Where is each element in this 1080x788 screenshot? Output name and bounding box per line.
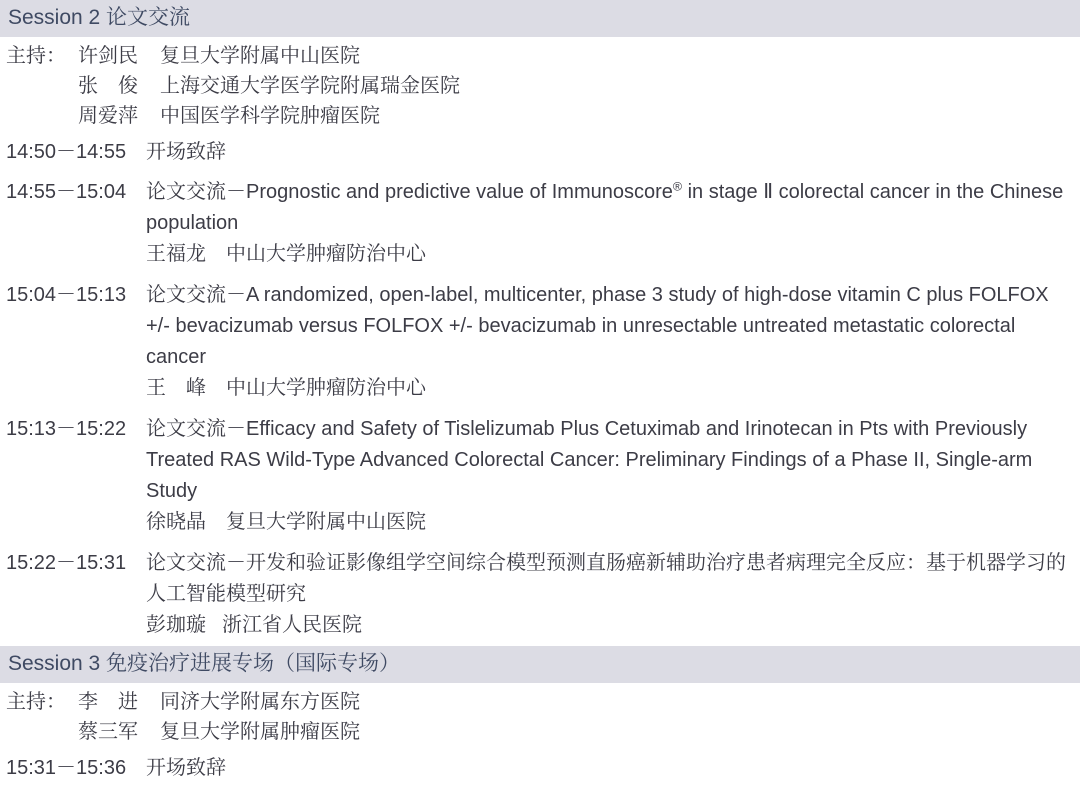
talk-content (146, 280, 1068, 404)
talk-title-prefix: 论文交流－ (146, 552, 246, 574)
chair-name: 许剑民 (78, 45, 138, 67)
talk-title (146, 548, 1068, 610)
opening-time: 15:31－15:36 (6, 757, 127, 779)
talk-speaker-name: 王福龙 (146, 243, 206, 265)
chair-label-spacer (6, 101, 78, 131)
chair-row (6, 717, 1080, 747)
chair-block-session-3 (0, 683, 1080, 749)
chair-name: 张 俊 (78, 75, 138, 97)
session-header-3: Session 3 免疫治疗进展专场（国际专场） (0, 646, 1080, 683)
chair-name: 蔡三军 (78, 721, 138, 743)
talk-speaker-row (146, 610, 1068, 641)
talk-item (0, 409, 1080, 543)
talk-content (146, 414, 1068, 538)
talk-title (146, 414, 1068, 507)
talk-speaker-org: 中山大学肿瘤防治中心 (226, 243, 426, 265)
chair-row (6, 41, 1080, 71)
chair-affiliation: 同济大学附属东方医院 (160, 691, 360, 713)
talk-title-text: 开发和验证影像组学空间综合模型预测直肠癌新辅助治疗患者病理完全反应：基于机器学习的人工智能模型研究 (146, 552, 1066, 605)
talk-speaker-name: 徐晓晶 (146, 511, 206, 533)
talk-item (0, 275, 1080, 409)
talk-title-prefix: 论文交流－ (146, 284, 246, 306)
talk-time: 15:13－15:22 (6, 418, 127, 440)
chair-affiliation: 中国医学科学院肿瘤医院 (160, 105, 380, 127)
talk-content (146, 548, 1068, 641)
talk-title-prefix: 论文交流－ (146, 181, 246, 203)
chair-label: 主持： (6, 691, 66, 713)
chair-label: 主持： (6, 45, 66, 67)
talk-title-text: Prognostic and predictive value of Immunoscore® in stage Ⅱ colorectal cancer in the Chinese population (146, 179, 1064, 234)
talk-speaker-org: 中山大学肿瘤防治中心 (226, 377, 426, 399)
talk-speaker-row (146, 373, 1068, 404)
talk-title-text: A randomized, open-label, multicenter, phase 3 study of high-dose vitamin C plus FOLFOX +/- bevacizumab versus FOLFOX +/- bevacizumab in unresectable untreated metastatic colorectal cancer (146, 284, 1049, 368)
opening-row-session-3 (0, 749, 1080, 788)
talk-speaker-row (146, 507, 1068, 538)
talk-speaker-org: 复旦大学附属中山医院 (226, 511, 426, 533)
chair-row (6, 101, 1080, 131)
chair-affiliation: 复旦大学附属肿瘤医院 (160, 721, 360, 743)
session-header-2: Session 2 论文交流 (0, 0, 1080, 37)
chair-name: 周爱萍 (78, 105, 138, 127)
chair-affiliation: 复旦大学附属中山医院 (160, 45, 360, 67)
talk-speaker-name: 王 峰 (146, 377, 206, 399)
chair-label-spacer (6, 71, 78, 101)
chair-row (6, 687, 1080, 717)
talk-time: 15:22－15:31 (6, 552, 127, 574)
talk-title (146, 280, 1068, 373)
opening-text: 开场致辞 (146, 757, 226, 779)
talk-title-prefix: 论文交流－ (146, 418, 246, 440)
chair-affiliation: 上海交通大学医学院附属瑞金医院 (160, 75, 460, 97)
talk-item (0, 543, 1080, 646)
talk-speaker-row (146, 239, 1068, 270)
talk-speaker-org: 浙江省人民医院 (222, 614, 362, 636)
talk-content (146, 177, 1068, 270)
chair-name: 李 进 (78, 691, 138, 713)
chair-label-spacer (6, 717, 78, 747)
talk-time: 14:55－15:04 (6, 181, 127, 203)
chair-block-session-2 (0, 37, 1080, 133)
talk-title-text: Efficacy and Safety of Tislelizumab Plus Cetuximab and Irinotecan in Pts with Previously Treated RAS Wild-Type Advanced Colorectal Cancer: Preliminary Findings of a Phase II, Single-arm Study (146, 418, 1033, 502)
opening-row-session-2 (0, 133, 1080, 172)
talk-item (0, 172, 1080, 275)
opening-time: 14:50－14:55 (6, 141, 127, 163)
opening-text: 开场致辞 (146, 141, 226, 163)
talk-time: 15:04－15:13 (6, 284, 127, 306)
talk-title (146, 177, 1068, 239)
talk-speaker-name: 彭珈璇 (146, 614, 206, 636)
chair-row (6, 71, 1080, 101)
